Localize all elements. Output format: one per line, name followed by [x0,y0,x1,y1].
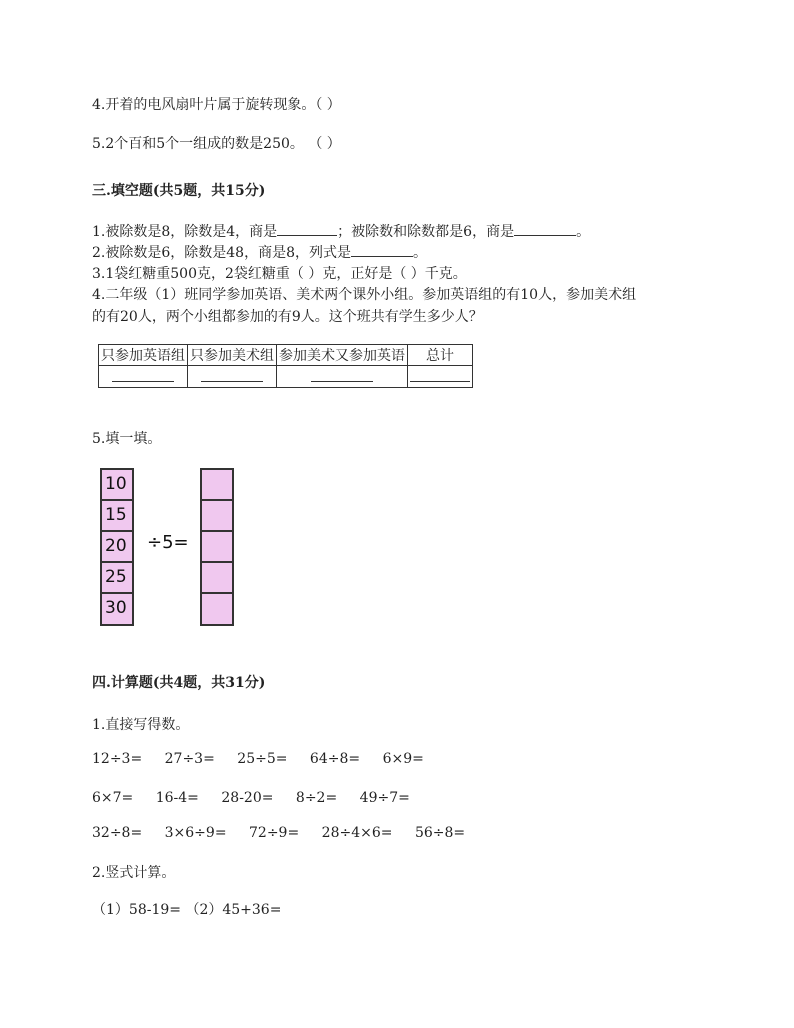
answer-blank[interactable] [351,244,413,257]
answer-box[interactable] [202,594,232,624]
calc-question-2: 2.竖式计算。 [92,865,176,881]
table-header: 只参加英语组 [99,345,188,366]
calc-item: 56÷8= [414,825,466,841]
fill-question-4-line-1: 4.二年级（1）班同学参加英语、美术两个课外小组。参加英语组的有10人，参加美术组 [92,287,637,303]
answer-blank[interactable] [277,223,337,236]
table-answer-cell[interactable] [188,366,277,388]
answer-box[interactable] [202,532,232,563]
calc-question-2-items: （1）58-19= （2）45+36= [92,902,282,918]
dividend-cell: 25 [102,563,132,594]
table-header: 只参加美术组 [188,345,277,366]
fill-question-1: 1.被除数是8，除数是4，商是 ；被除数和除数都是6，商是 。 [92,224,591,240]
table-header: 总计 [408,345,473,366]
calc-item: 8÷2= [295,790,338,806]
calc-item: 49÷7= [359,790,410,806]
dividend-cell: 20 [102,532,132,563]
answer-box[interactable] [202,470,232,501]
answer-box[interactable] [202,563,232,594]
answer-table [98,344,473,388]
table-header: 参加美术又参加英语 [277,345,408,366]
calc-row-2 [92,790,428,806]
table-header-row [99,345,473,366]
calc-row-3 [92,825,483,841]
calc-row-1 [92,751,442,767]
calc-item: 28÷4×6= [321,825,393,841]
answer-box[interactable] [202,501,232,532]
calc-item: 12÷3= [92,751,143,767]
fill-question-5: 5.填一填。 [92,431,162,447]
section-4-title: 四.计算题(共4题，共31分) [92,675,266,691]
calc-item: 6×7= [92,790,134,806]
fill-question-4-line-2: 的有20人，两个小组都参加的有9人。这个班共有学生多少人？ [92,309,483,325]
calc-question-1: 1.直接写得数。 [92,717,190,733]
answer-blank[interactable] [514,223,576,236]
calc-item: 3×6÷9= [164,825,227,841]
judge-question-5: 5.2个百和5个一组成的数是250。 （ ） [92,136,341,152]
answer-column [200,468,234,626]
dividend-cell: 15 [102,501,132,532]
table-answer-cell[interactable] [99,366,188,388]
calc-item: 64÷8= [309,751,361,767]
section-3-title: 三.填空题(共5题，共15分) [92,183,266,199]
dividend-cell: 10 [102,470,132,501]
calc-item: 27÷3= [164,751,215,767]
calc-item: 6×9= [382,751,424,767]
table-row [99,366,473,388]
calc-item: 16-4= [155,790,199,806]
calc-item: 28-20= [221,790,274,806]
fill-question-3: 3.1袋红糖重500克，2袋红糖重（ ）克，正好是（ ）千克。 [92,266,467,282]
calc-item: 72÷9= [249,825,300,841]
dividend-column [100,468,134,626]
calc-item: 25÷5= [237,751,288,767]
calc-item: 32÷8= [92,825,143,841]
fill-question-2: 2.被除数是6，除数是48，商是8，列式是 。 [92,245,427,261]
judge-question-4: 4.开着的电风扇叶片属于旋转现象。（ ） [92,97,341,113]
table-answer-cell[interactable] [277,366,408,388]
dividend-cell: 30 [105,598,127,618]
division-figure [92,462,242,632]
table-answer-cell[interactable] [408,366,473,388]
division-operator: ÷5= [147,532,189,553]
